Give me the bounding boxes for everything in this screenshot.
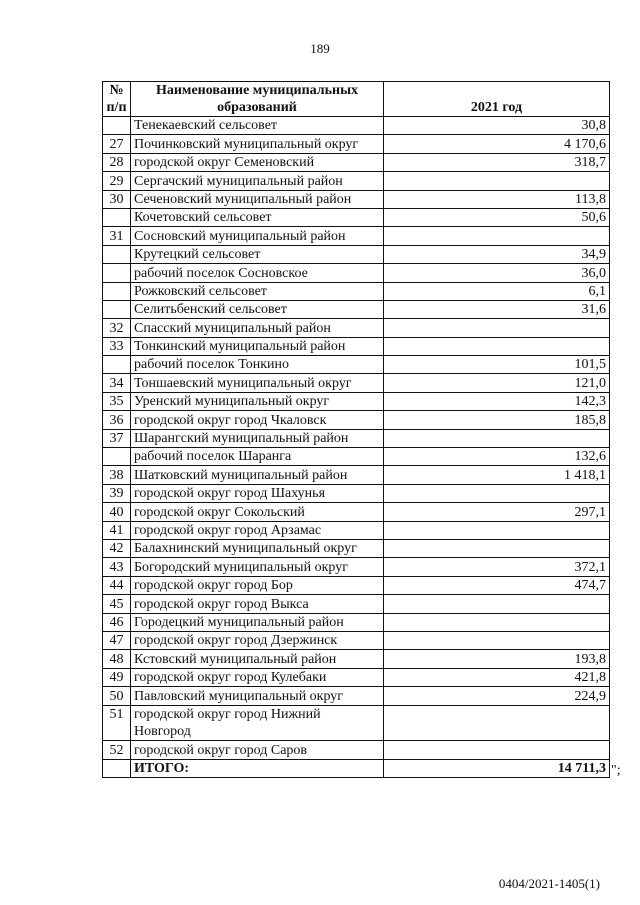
row-name: Починковский муниципальный округ	[131, 135, 384, 153]
row-value: 1 418,1	[384, 466, 610, 484]
header-name: Наименование муниципальных образований	[131, 82, 384, 117]
row-name: Крутецкий сельсовет	[131, 245, 384, 263]
row-name: городской округ город Дзержинск	[131, 631, 384, 649]
row-number: 30	[103, 190, 131, 208]
row-number: 44	[103, 576, 131, 594]
table-header-row	[103, 82, 610, 117]
row-name: Балахнинский муниципальный округ	[131, 539, 384, 557]
row-name: городской округ город Выкса	[131, 595, 384, 613]
table-row	[103, 613, 610, 631]
table-row	[103, 172, 610, 190]
row-name: городской округ Сокольский	[131, 503, 384, 521]
row-number: 48	[103, 650, 131, 668]
table-row	[103, 558, 610, 576]
row-value	[384, 705, 610, 741]
row-name: городской округ город Чкаловск	[131, 411, 384, 429]
row-value: 474,7	[384, 576, 610, 594]
table-body	[103, 117, 610, 760]
row-number: 37	[103, 429, 131, 447]
table-row	[103, 282, 610, 300]
total-label: ИТОГО:	[131, 759, 384, 777]
row-value	[384, 227, 610, 245]
row-value	[384, 631, 610, 649]
row-name: городской округ город Саров	[131, 741, 384, 759]
row-name: рабочий поселок Шаранга	[131, 448, 384, 466]
row-name: Городецкий муниципальный район	[131, 613, 384, 631]
row-number: 33	[103, 337, 131, 355]
row-value: 30,8	[384, 117, 610, 135]
header-number	[103, 82, 131, 117]
row-name: Кстовский муниципальный район	[131, 650, 384, 668]
row-value: 113,8	[384, 190, 610, 208]
row-number	[103, 117, 131, 135]
total-num-cell	[103, 759, 131, 777]
table-row	[103, 650, 610, 668]
row-value	[384, 429, 610, 447]
row-number: 29	[103, 172, 131, 190]
row-value: 6,1	[384, 282, 610, 300]
row-number: 45	[103, 595, 131, 613]
table-row	[103, 503, 610, 521]
table-row	[103, 484, 610, 502]
row-name: Селитьбенский сельсовет	[131, 300, 384, 318]
row-value: 372,1	[384, 558, 610, 576]
row-number: 35	[103, 392, 131, 410]
row-name: Сеченовский муниципальный район	[131, 190, 384, 208]
row-name: Тонкинский муниципальный район	[131, 337, 384, 355]
row-name: Шатковский муниципальный район	[131, 466, 384, 484]
page-number: 189	[310, 41, 330, 56]
row-value: 31,6	[384, 300, 610, 318]
row-value: 36,0	[384, 264, 610, 282]
table-row	[103, 337, 610, 355]
row-name: Кочетовский сельсовет	[131, 208, 384, 226]
row-name: городской округ город Арзамас	[131, 521, 384, 539]
row-name: городской округ город Бор	[131, 576, 384, 594]
total-row	[103, 759, 610, 777]
closing-quote-mark: ";	[611, 763, 621, 778]
table-row	[103, 245, 610, 263]
table-row	[103, 374, 610, 392]
row-name: Тенекаевский сельсовет	[131, 117, 384, 135]
row-value	[384, 484, 610, 502]
table-row	[103, 668, 610, 686]
row-value: 185,8	[384, 411, 610, 429]
total-value: 14 711,3	[384, 759, 610, 777]
row-number	[103, 356, 131, 374]
row-number: 50	[103, 687, 131, 705]
row-value: 50,6	[384, 208, 610, 226]
row-name: рабочий поселок Тонкино	[131, 356, 384, 374]
row-name: Павловский муниципальный округ	[131, 687, 384, 705]
row-value	[384, 613, 610, 631]
row-number	[103, 245, 131, 263]
row-value: 297,1	[384, 503, 610, 521]
table-row	[103, 595, 610, 613]
document-code: 0404/2021-1405(1)	[498, 876, 600, 891]
row-name: Сергачский муниципальный район	[131, 172, 384, 190]
row-value	[384, 172, 610, 190]
table-row	[103, 429, 610, 447]
row-name: Уренский муниципальный округ	[131, 392, 384, 410]
row-number	[103, 448, 131, 466]
row-number	[103, 264, 131, 282]
table-row	[103, 448, 610, 466]
row-value	[384, 521, 610, 539]
row-number	[103, 282, 131, 300]
row-number	[103, 208, 131, 226]
row-name: Шарангский муниципальный район	[131, 429, 384, 447]
row-value	[384, 741, 610, 759]
table-row	[103, 117, 610, 135]
row-number: 43	[103, 558, 131, 576]
table-row	[103, 576, 610, 594]
row-value	[384, 539, 610, 557]
row-number: 36	[103, 411, 131, 429]
row-number: 49	[103, 668, 131, 686]
row-name: Богородский муниципальный округ	[131, 558, 384, 576]
row-number: 46	[103, 613, 131, 631]
table-row	[103, 705, 610, 741]
row-value: 421,8	[384, 668, 610, 686]
row-name: рабочий поселок Сосновское	[131, 264, 384, 282]
row-name: Рожковский сельсовет	[131, 282, 384, 300]
row-name: Тоншаевский муниципальный округ	[131, 374, 384, 392]
row-value: 121,0	[384, 374, 610, 392]
row-number: 51	[103, 705, 131, 741]
row-name: городской округ Семеновский	[131, 153, 384, 171]
table-row	[103, 411, 610, 429]
table-row	[103, 687, 610, 705]
row-number: 32	[103, 319, 131, 337]
header-year: 2021 год	[384, 82, 610, 117]
row-value	[384, 337, 610, 355]
row-number: 34	[103, 374, 131, 392]
row-name: Сосновский муниципальный район	[131, 227, 384, 245]
row-number: 38	[103, 466, 131, 484]
row-name: городской округ город Кулебаки	[131, 668, 384, 686]
table-row	[103, 190, 610, 208]
row-value: 132,6	[384, 448, 610, 466]
table-row	[103, 356, 610, 374]
table-row	[103, 631, 610, 649]
table-row	[103, 539, 610, 557]
row-name: городской округ город Нижний Новгород	[131, 705, 384, 741]
row-number: 47	[103, 631, 131, 649]
row-number: 40	[103, 503, 131, 521]
table-row	[103, 521, 610, 539]
row-name: Спасский муниципальный район	[131, 319, 384, 337]
row-number: 41	[103, 521, 131, 539]
table-row	[103, 264, 610, 282]
table-row	[103, 392, 610, 410]
table-row	[103, 153, 610, 171]
table-row	[103, 135, 610, 153]
row-value: 34,9	[384, 245, 610, 263]
table-row	[103, 300, 610, 318]
table-row	[103, 741, 610, 759]
budget-table	[102, 81, 610, 778]
row-value: 193,8	[384, 650, 610, 668]
row-value	[384, 595, 610, 613]
table-row	[103, 227, 610, 245]
row-value: 224,9	[384, 687, 610, 705]
row-number: 31	[103, 227, 131, 245]
row-name: городской округ город Шахунья	[131, 484, 384, 502]
header-number-line1: №	[109, 83, 124, 98]
row-value: 142,3	[384, 392, 610, 410]
row-number: 39	[103, 484, 131, 502]
row-value: 101,5	[384, 356, 610, 374]
row-number: 27	[103, 135, 131, 153]
row-value	[384, 319, 610, 337]
row-number: 42	[103, 539, 131, 557]
table-row	[103, 466, 610, 484]
row-number	[103, 300, 131, 318]
table-row	[103, 208, 610, 226]
header-number-line2: п/п	[106, 100, 127, 115]
row-value: 4 170,6	[384, 135, 610, 153]
row-value: 318,7	[384, 153, 610, 171]
table-row	[103, 319, 610, 337]
row-number: 52	[103, 741, 131, 759]
row-number: 28	[103, 153, 131, 171]
